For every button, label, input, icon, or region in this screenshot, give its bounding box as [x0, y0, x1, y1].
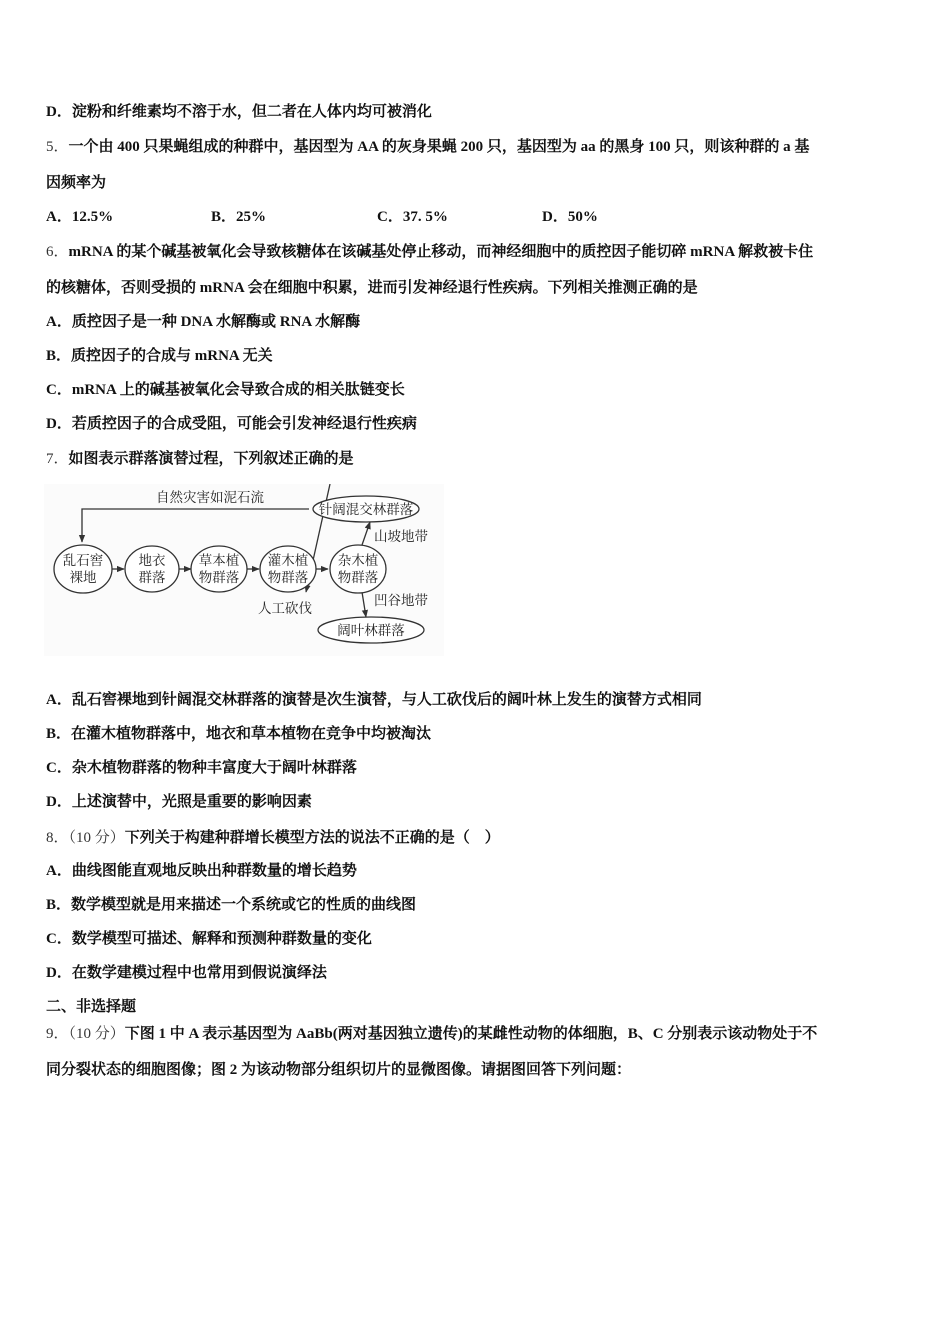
- question-score: （10 分）: [68, 1026, 125, 1042]
- svg-text:针阔混交林群落: 针阔混交林群落: [318, 502, 414, 518]
- q5-option-c: C．37. 5%: [377, 209, 448, 225]
- q9-stem-line2: 同分裂状态的细胞图像；图 2 为该动物部分组织切片的显微图像。请据图回答下列问题：: [46, 1062, 632, 1078]
- svg-text:灌木植: 灌木植: [267, 553, 309, 569]
- question-stem: 如图表示群落演替过程，下列叙述正确的是: [68, 451, 354, 467]
- q6-option-b: B．质控因子的合成与 mRNA 无关: [46, 348, 273, 364]
- question-number: 5．: [46, 139, 69, 155]
- succession-diagram: [44, 484, 444, 656]
- svg-text:草本植: 草本植: [198, 553, 240, 569]
- svg-text:乱石窖: 乱石窖: [62, 553, 104, 569]
- q4-option-d: [46, 102, 432, 122]
- q7-option-c: C．杂木植物群落的物种丰富度大于阔叶林群落: [46, 760, 357, 776]
- svg-text:裸地: 裸地: [69, 570, 97, 586]
- q8-option-a: A．曲线图能直观地反映出种群数量的增长趋势: [46, 863, 357, 879]
- q7-option-d: D．上述演替中，光照是重要的影响因素: [46, 794, 312, 810]
- q6-stem-line1: [46, 242, 813, 262]
- q5-stem-line2: 因频率为: [46, 175, 107, 191]
- question-number: 8．: [46, 830, 69, 846]
- question-stem: mRNA 的某个碱基被氧化会导致核糖体在该碱基处停止移动，而神经细胞中的质控因子能切碎 mRNA 解救被卡住: [68, 244, 814, 260]
- question-stem: 一个由 400 只果蝇组成的种群中，基因型为 AA 的灰身果蝇 200 只，基因型为 aa 的黑身 100 只，则该种群的 a 基: [68, 139, 810, 155]
- q5-option-b: B．25%: [211, 209, 267, 225]
- q5-option-d: D．50%: [542, 209, 598, 225]
- question-stem: 下图 1 中 A 表示基因型为 AaBb(两对基因独立遗传)的某雌性动物的体细胞，B、C 分别表示该动物处于不: [124, 1026, 818, 1042]
- q6-option-c: C．mRNA 上的碱基被氧化会导致合成的相关肽链变长: [46, 382, 405, 398]
- svg-text:山坡地带: 山坡地带: [374, 529, 428, 545]
- q5-option-a: A．12.5%: [46, 209, 114, 225]
- q7-option-b: B．在灌木植物群落中，地衣和草本植物在竞争中均被淘汰: [46, 726, 432, 742]
- q6-option-a: A．质控因子是一种 DNA 水解酶或 RNA 水解酶: [46, 314, 361, 330]
- q8-option-d: D．在数学建模过程中也常用到假说演绎法: [46, 965, 327, 981]
- svg-text:杂木植: 杂木植: [337, 553, 379, 569]
- svg-text:自然灾害如泥石流: 自然灾害如泥石流: [156, 490, 264, 506]
- q8-stem: [46, 827, 500, 848]
- q5-options: [46, 207, 926, 227]
- q5-stem-line1: [46, 137, 809, 157]
- question-number: 6．: [46, 244, 69, 260]
- option-text: 淀粉和纤维素均不溶于水，但二者在人体内均可被消化: [71, 104, 432, 120]
- option-label: D．: [46, 104, 72, 120]
- q8-option-b: B．数学模型就是用来描述一个系统或它的性质的曲线图: [46, 897, 417, 913]
- svg-text:地衣: 地衣: [138, 553, 166, 569]
- q7-stem: [46, 449, 354, 469]
- q8-option-c: C．数学模型可描述、解释和预测种群数量的变化: [46, 931, 372, 947]
- svg-text:人工砍伐: 人工砍伐: [258, 601, 312, 617]
- svg-text:物群落: 物群落: [337, 570, 379, 586]
- question-stem: 下列关于构建种群增长模型方法的说法不正确的是（ ）: [124, 830, 500, 846]
- svg-text:群落: 群落: [138, 570, 166, 586]
- q6-stem-line2: 的核糖体，否则受损的 mRNA 会在细胞中积累，进而引发神经退行性疾病。下列相关推测正确的是: [46, 280, 698, 296]
- svg-text:凹谷地带: 凹谷地带: [374, 593, 428, 609]
- section-title: 二、非选择题: [46, 999, 137, 1015]
- question-number: 9．: [46, 1026, 69, 1042]
- svg-text:物群落: 物群落: [267, 570, 309, 586]
- q9-stem-line1: [46, 1023, 817, 1044]
- question-number: 7．: [46, 451, 69, 467]
- svg-text:阔叶林群落: 阔叶林群落: [337, 623, 405, 639]
- q6-option-d: D．若质控因子的合成受阻，可能会引发神经退行性疾病: [46, 416, 417, 432]
- q7-option-a: A．乱石窖裸地到针阔混交林群落的演替是次生演替，与人工砍伐后的阔叶林上发生的演替方式相同: [46, 692, 702, 708]
- question-score: （10 分）: [68, 830, 125, 846]
- svg-text:物群落: 物群落: [198, 570, 240, 586]
